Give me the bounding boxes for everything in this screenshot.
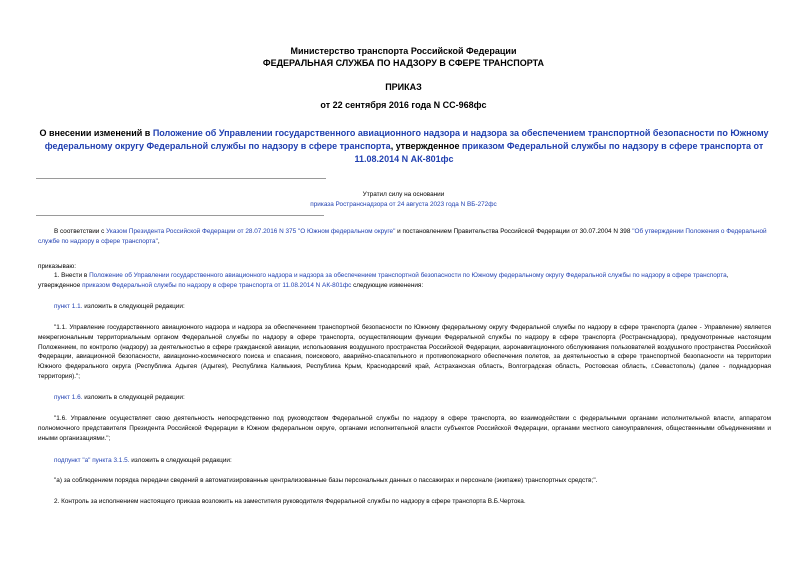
point-1-1-text: изложить в следующей редакции: bbox=[82, 303, 185, 310]
point-1-6-link[interactable]: пункт 1.6. bbox=[54, 394, 83, 401]
preamble-link-resolution[interactable]: "Об утверждении Положения о Федеральной службе по надзору в сфере транспорта" bbox=[38, 228, 767, 245]
point-1-6-text: изложить в следующей редакции: bbox=[82, 394, 185, 401]
service-name: ФЕДЕРАЛЬНАЯ СЛУЖБА ПО НАДЗОРУ В СФЕРЕ ТРАНСПОРТА bbox=[262, 58, 545, 68]
document-header bbox=[0, 45, 807, 69]
preamble-link-decree[interactable]: Указом Президента Российской Федерации от 28.07.2016 N 375 "О Южном федеральном округе" bbox=[106, 228, 396, 235]
item-1-text-3: следующие изменения: bbox=[351, 281, 424, 289]
document-date-number: от 22 сентября 2016 года N СС-968фс bbox=[320, 100, 487, 110]
item-1-text-2: , утвержденное bbox=[38, 272, 729, 289]
repeal-link[interactable]: приказа Ространснадзора от 24 августа 2023 года N ВБ-272фс bbox=[310, 201, 497, 208]
preamble-text-2: и постановлением Правительства Российской Федерации от 30.07.2004 N 398 bbox=[395, 228, 633, 235]
divider-top bbox=[36, 178, 326, 179]
title-text-prefix: О внесении изменений в bbox=[39, 128, 153, 138]
title-link-regulation[interactable]: Положение об Управлении государственного авиационного надзора и надзора за обеспечением транспортной безопасности по Южному федеральному округу Федеральной службы по надзору в сфере транспорта bbox=[44, 128, 769, 151]
point-1-6-quote bbox=[38, 414, 771, 443]
subpoint-3-1-5-quote bbox=[38, 476, 771, 486]
title-text-middle: , утвержденное bbox=[390, 141, 462, 151]
item-1-link-order[interactable]: приказом Федеральной службы по надзору в сфере транспорта от 11.08.2014 N АК-801фс bbox=[82, 281, 352, 289]
item-1-text-1: 1. Внести в bbox=[54, 272, 90, 279]
item-2-paragraph bbox=[38, 497, 771, 507]
point-1-1-link[interactable]: пункт 1.1. bbox=[54, 303, 83, 310]
point-1-6-instruction bbox=[38, 393, 771, 403]
subpoint-3-1-5-instruction bbox=[38, 456, 771, 466]
order-word: приказываю: bbox=[38, 263, 76, 270]
point-1-6-quote-text: "1.6. Управление осуществляет свою деятельность непосредственно под руководством Федеральной службы по надзору в сфере транспорта, во взаимодействии с федеральными органами исполнительной власти, аппаратом полномочного представителя Президента Российской Федерации в Южном федеральном округе, органами исполнительной власти субъектов Российской Федерации, органами местного самоуправления, общественными объединениями и иными организациями."; bbox=[38, 415, 771, 442]
point-1-1-quote-text: "1.1. Управление государственного авиационного надзора и надзора за обеспечением транспортной безопасности по Южному федеральному округу Федеральной службы по надзору в сфере транспорта (далее - Управление) является межрегиональным территориальным органом Федеральной службы по надзору в сфере транспорта, осуществляющим функции Федеральной службы по надзору в сфере транспорта (Ространснадзора), предусмотренные настоящим Положением, по контролю (надзору) за деятельностью в сфере гражданской авиации, использования воздушного пространства Российской Федерации, аэронавигационного обслуживания пользователей воздушного пространства Российской Федерации, авиационной безопасности, авиационно-космического поиска и спасания, поискового, аварийно-спасательного и противопожарного обеспечения полетов, за деятельностью в сфере транспортной безопасности на территории Южного федерального округа (Республика Адыгея (Адыгея), Республика Калмыкия, Республика Крым, Краснодарский край, Астраханская область, Волгоградская область, Ростовская область, г.Севастополь) (далее - поднадзорная территория)."; bbox=[38, 324, 771, 380]
item-1-paragraph bbox=[38, 271, 771, 291]
document-body bbox=[38, 227, 771, 247]
preamble-paragraph bbox=[38, 227, 771, 247]
preamble-text-3: , bbox=[157, 237, 160, 245]
repeal-note bbox=[0, 190, 807, 210]
point-1-1-quote bbox=[38, 323, 771, 382]
subpoint-3-1-5-link[interactable]: подпункт "а" пункта 3.1.5. bbox=[54, 457, 130, 464]
ministry-name: Министерство транспорта Российской Федерации bbox=[290, 46, 517, 56]
subpoint-3-1-5-text: изложить в следующей редакции: bbox=[129, 457, 232, 464]
item-1-link-regulation[interactable]: Положение об Управлении государственного авиационного надзора и надзора за обеспечением транспортной безопасности по Южному федеральному округу Федеральной службы по надзору в сфере транспорта bbox=[89, 272, 727, 279]
subpoint-3-1-5-quote-text: "а) за соблюдением порядка передачи сведений в автоматизированные централизованные базы персональных данных о пассажирах и персонале (экипаже) транспортных средств;". bbox=[54, 477, 598, 484]
repeal-text: Утратил силу на основании bbox=[362, 191, 445, 198]
preamble-text-1: В соответствии с bbox=[54, 228, 107, 235]
title-link-order[interactable]: приказом Федеральной службы по надзору в сфере транспорта от 11.08.2014 N АК-801фс bbox=[354, 141, 764, 164]
point-1-1-instruction bbox=[38, 302, 771, 312]
document-type: ПРИКАЗ bbox=[385, 82, 422, 92]
item-2-text: 2. Контроль за исполнением настоящего приказа возложить на заместителя руководителя Федеральной службы по надзору в сфере транспорта В.Б.Чертока. bbox=[54, 498, 526, 505]
document-title bbox=[34, 127, 774, 166]
divider-bottom bbox=[36, 215, 324, 216]
